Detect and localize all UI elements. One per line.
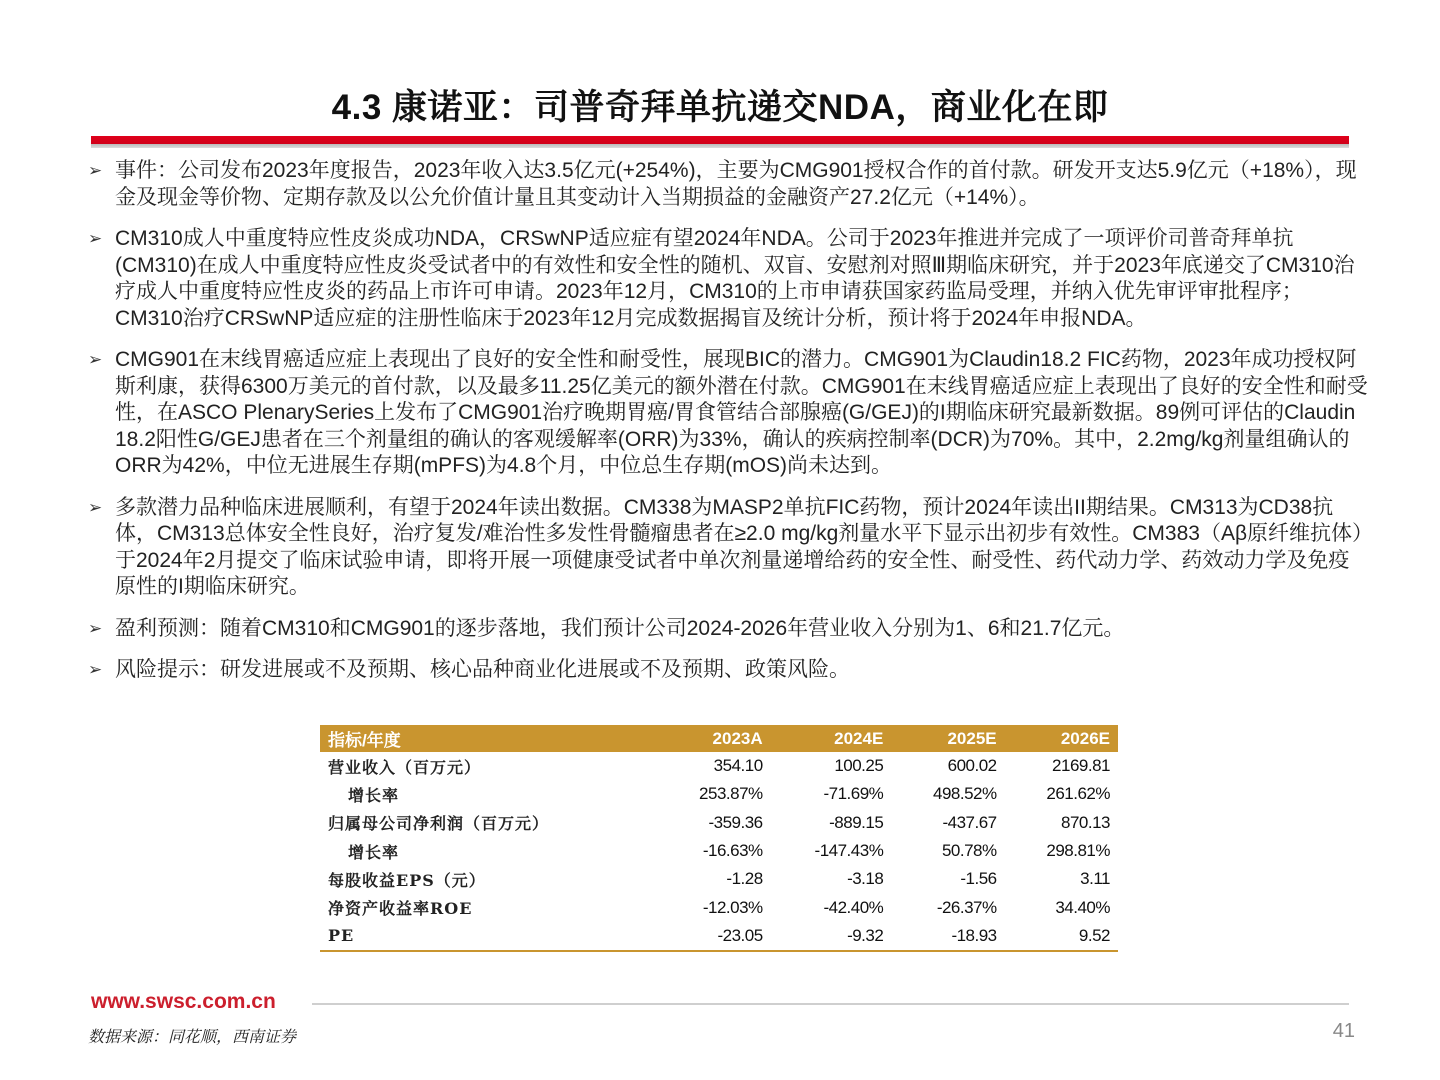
row-label: 营业收入（百万元） <box>328 757 482 777</box>
row-value: 253.87% <box>699 784 763 804</box>
table-header-cell: 2023A <box>657 725 770 752</box>
row-value: 9.52 <box>1005 922 1118 951</box>
row-value: -9.32 <box>771 922 892 951</box>
footer-divider <box>312 1003 1349 1005</box>
table-row <box>320 865 1118 893</box>
row-label: 增长率 <box>348 785 400 805</box>
row-value: -147.43% <box>814 841 884 861</box>
financial-forecast-table <box>320 725 1118 952</box>
bullet-item-pipeline <box>88 495 1368 601</box>
table-row <box>320 752 1118 780</box>
row-value: -42.40% <box>823 897 884 917</box>
row-value: 3.11 <box>1080 869 1110 889</box>
row-value: 600.02 <box>947 756 997 776</box>
row-value: -889.15 <box>829 812 884 832</box>
row-value: -16.63% <box>702 841 763 861</box>
row-value: -1.56 <box>960 869 997 889</box>
bullet-item-cm310 <box>88 226 1368 332</box>
table-header-cell: 2024E <box>771 725 892 752</box>
row-value: 2169.81 <box>1052 756 1110 776</box>
row-value: -71.69% <box>823 784 884 804</box>
bullet-item-risk <box>88 657 1368 684</box>
website-url[interactable]: www.swsc.com.cn <box>91 990 276 1013</box>
page-number: 41 <box>1332 1020 1355 1042</box>
table-header-cell: 2025E <box>891 725 1004 752</box>
row-value: -26.37% <box>936 897 997 917</box>
table-header-row <box>320 725 1118 752</box>
row-value: -12.03% <box>702 897 763 917</box>
row-value: 261.62% <box>1046 784 1110 804</box>
table-row <box>320 780 1118 808</box>
arrow-bullet-icon: ➢ <box>88 161 103 180</box>
bullet-list <box>88 158 1368 699</box>
data-source: 数据来源：同花顺，西南证券 <box>88 1029 297 1046</box>
arrow-bullet-icon: ➢ <box>88 618 103 638</box>
table-row <box>320 922 1118 951</box>
row-value: 100.25 <box>834 756 884 776</box>
table-body <box>320 752 1118 951</box>
bullet-text: 事件：公司发布2023年度报告，2023年收入达3.5亿元(+254%)，主要为CMG901授权合作的首付款。研发开支达5.9亿元（+18%），现金及现金等价物、定期存款及以公允价值计量且其变动计入当期损益的金融资产27.2亿元（+14%）。 <box>115 159 1357 209</box>
row-value: -1.28 <box>726 869 763 889</box>
arrow-bullet-icon: ➢ <box>88 229 103 248</box>
table-row <box>320 893 1118 921</box>
bullet-item-forecast <box>88 616 1368 643</box>
row-value: -23.05 <box>657 922 770 951</box>
row-value: -359.36 <box>708 812 763 832</box>
row-value: 870.13 <box>1061 812 1110 832</box>
bullet-item-cmg901 <box>88 347 1368 480</box>
row-value: 50.78% <box>941 841 997 861</box>
arrow-bullet-icon: ➢ <box>88 497 103 517</box>
bullet-text: 多款潜力品种临床进展顺利，有望于2024年读出数据。CM338为MASP2单抗FIC药物，预计2024年读出II期结果。CM313为CD38抗体，CM313总体安全性良好，治疗复发/难治性多发性骨髓瘤患者在≥2.0 mg/kg剂量水平下显示出初步有效性。CM383（Aβ原纤维抗体）于2024年2月提交了临床试验申请，即将开展一项健康受试者中单次剂量递增给药的安全性、耐受性、药代动力学、药效动力学及免疫原性的I期临床研究。 <box>115 495 1363 598</box>
bullet-item-event <box>88 158 1368 211</box>
row-value: 354.10 <box>713 756 763 776</box>
table-header-cell: 指标/年度 <box>320 725 657 752</box>
bullet-text: CMG901在末线胃癌适应症上表现出了良好的安全性和耐受性，展现BIC的潜力。CMG901为Claudin18.2 FIC药物，2023年成功授权阿斯利康，获得6300万美元的首付款，以及最多11.25亿美元的额外潜在付款。CMG901在末线胃癌适应症上表现出了良好的安全性和耐受性，在ASCO PlenarySeries上发布了CMG901治疗晚期胃癌/胃食管结合部腺癌(G/GEJ)的I期临床研究最新数据。89例可评估的Claudin 18.2阳性G/GEJ患者在三个剂量组的确认的客观缓解率(ORR)为33%，确认的疾病控制率(DCR)为70%。其中，2.2mg/kg剂量组确认的ORR为42%，中位无进展生存期(mPFS)为4.8个月，中位总生存期(mOS)尚未达到。 <box>115 348 1368 477</box>
bullet-text: 盈利预测：随着CM310和CMG901的逐步落地，我们预计公司2024-2026年营业收入分别为1、6和21.7亿元。 <box>115 616 1125 640</box>
table-row <box>320 837 1118 865</box>
row-value: 34.40% <box>1055 897 1110 917</box>
table-header-cell: 2026E <box>1005 725 1118 752</box>
table-row <box>320 809 1118 837</box>
row-value: 298.81% <box>1046 841 1110 861</box>
bullet-text: CM310成人中重度特应性皮炎成功NDA，CRSwNP适应症有望2024年NDA。公司于2023年推进并完成了一项评价司普奇拜单抗(CM310)在成人中重度特应性皮炎受试者中的有效性和安全性的随机、双盲、安慰剂对照Ⅲ期临床研究，并于2023年底递交了CM310治疗成人中重度特应性皮炎的药品上市许可申请。2023年12月，CM310的上市申请获国家药监局受理，并纳入优先审评审批程序；CM310治疗CRSwNP适应症的注册性临床于2023年12月完成数据揭盲及统计分析，预计将于2024年申报NDA。 <box>115 227 1355 330</box>
row-label: 增长率 <box>348 842 400 862</box>
page-title: 4.3 康诺亚：司普奇拜单抗递交NDA，商业化在即 <box>331 88 1109 127</box>
arrow-bullet-icon: ➢ <box>88 660 103 679</box>
row-value: 498.52% <box>933 784 997 804</box>
row-label: PE <box>320 922 657 951</box>
row-label: 每股收益EPS（元） <box>328 870 486 890</box>
row-value: -3.18 <box>847 869 884 889</box>
row-value: -18.93 <box>891 922 1004 951</box>
bullet-text: 风险提示：研发进展或不及预期、核心品种商业化进展或不及预期、政策风险。 <box>115 658 850 681</box>
row-value: -437.67 <box>942 812 997 832</box>
title-divider-bar <box>91 136 1349 148</box>
arrow-bullet-icon: ➢ <box>88 350 103 369</box>
row-label: 归属母公司净利润（百万元） <box>328 814 550 834</box>
row-label: 净资产收益率ROE <box>328 899 473 919</box>
